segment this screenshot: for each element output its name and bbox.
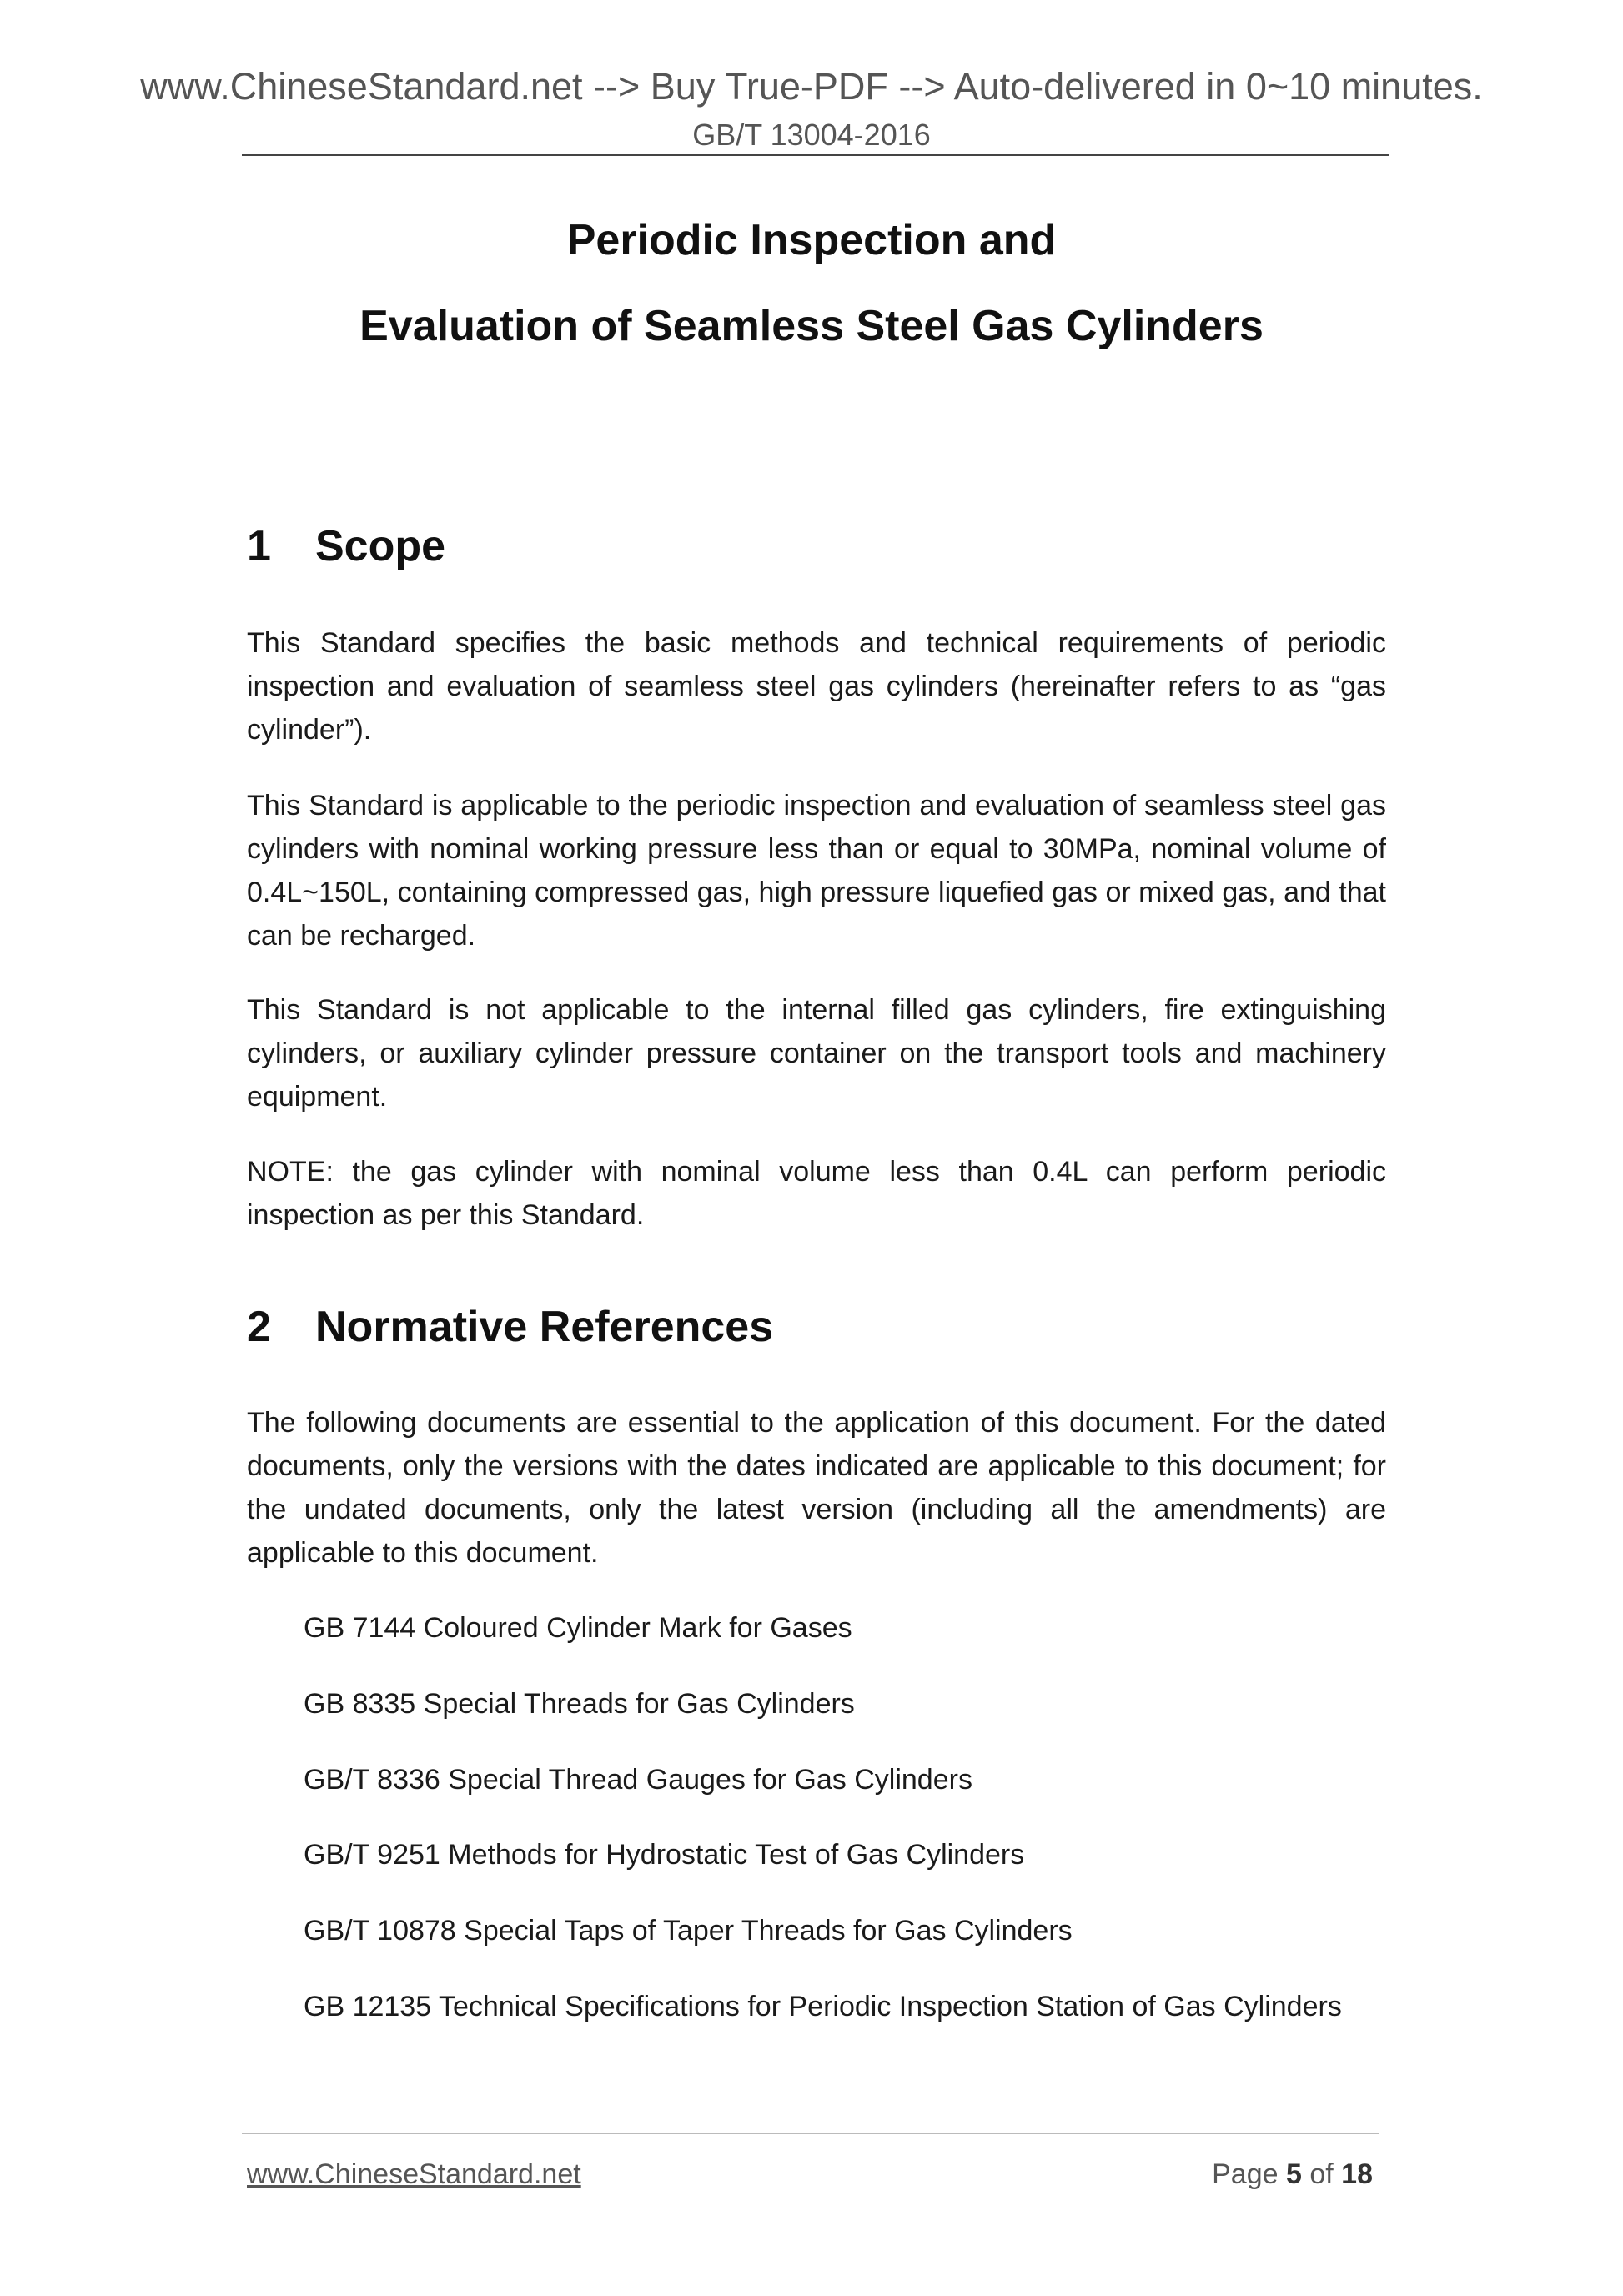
reference-item: GB/T 9251 Methods for Hydrostatic Test of Gas Cylinders: [304, 1839, 1025, 1871]
page-current: 5: [1285, 2158, 1302, 2190]
document-title-line-1: Periodic Inspection and: [566, 216, 1057, 264]
page-label: Page: [1212, 2158, 1279, 2190]
footer-divider: [242, 2133, 1379, 2134]
header-standard-number: GB/T 13004-2016: [692, 118, 931, 152]
reference-item: GB 8335 Special Threads for Gas Cylinders: [304, 1688, 855, 1720]
section-2-heading: [247, 1302, 773, 1352]
document-title-line-2: Evaluation of Seamless Steel Gas Cylinders: [359, 302, 1264, 350]
scope-note: NOTE: the gas cylinder with nominal volume less than 0.4L can perform periodic inspection as per this Standard.: [247, 1156, 1386, 1231]
section-1-number: 1: [247, 522, 271, 570]
page-total: 18: [1341, 2158, 1373, 2190]
header-banner: www.ChineseStandard.net --> Buy True-PDF --> Auto-delivered in 0~10 minutes.: [140, 65, 1483, 108]
scope-paragraph-2: This Standard is applicable to the periodic inspection and evaluation of seamless steel gas cylinders with nominal working pressure less than or equal to 30MPa, nominal volume of 0.4L~150L, containing compressed gas, high pressure liquefied gas or mixed gas, and that can be recharged.: [247, 790, 1386, 952]
reference-item: GB 12135 Technical Specifications for Periodic Inspection Station of Gas Cylinders: [304, 1991, 1342, 2022]
page-indicator: [1212, 2158, 1373, 2191]
reference-item: GB/T 8336 Special Thread Gauges for Gas Cylinders: [304, 1764, 972, 1796]
section-1-title: Scope: [315, 522, 446, 570]
footer-site-link[interactable]: www.ChineseStandard.net: [247, 2158, 581, 2190]
header-divider: [242, 154, 1389, 156]
section-1-heading: [247, 521, 445, 571]
scope-paragraph-1: This Standard specifies the basic methods and technical requirements of periodic inspection and evaluation of seamless steel gas cylinders (hereinafter refers to as “gas cylinder”).: [247, 627, 1386, 746]
page-of-label: of: [1309, 2158, 1334, 2190]
scope-paragraph-3: This Standard is not applicable to the internal filled gas cylinders, fire extinguishing cylinders, or auxiliary cylinder pressure container on the transport tools and machinery equipment.: [247, 994, 1386, 1113]
section-2-number: 2: [247, 1303, 271, 1351]
reference-item: GB 7144 Coloured Cylinder Mark for Gases: [304, 1612, 852, 1644]
normative-references-intro: The following documents are essential to the application of this document. For the dated documents, only the versions with the dates indicated are applicable to this document; for the undated documents, only the latest version (including all the amendments) are applicable to this document.: [247, 1407, 1386, 1569]
reference-item: GB/T 10878 Special Taps of Taper Threads for Gas Cylinders: [304, 1915, 1073, 1947]
section-2-title: Normative References: [315, 1303, 774, 1351]
